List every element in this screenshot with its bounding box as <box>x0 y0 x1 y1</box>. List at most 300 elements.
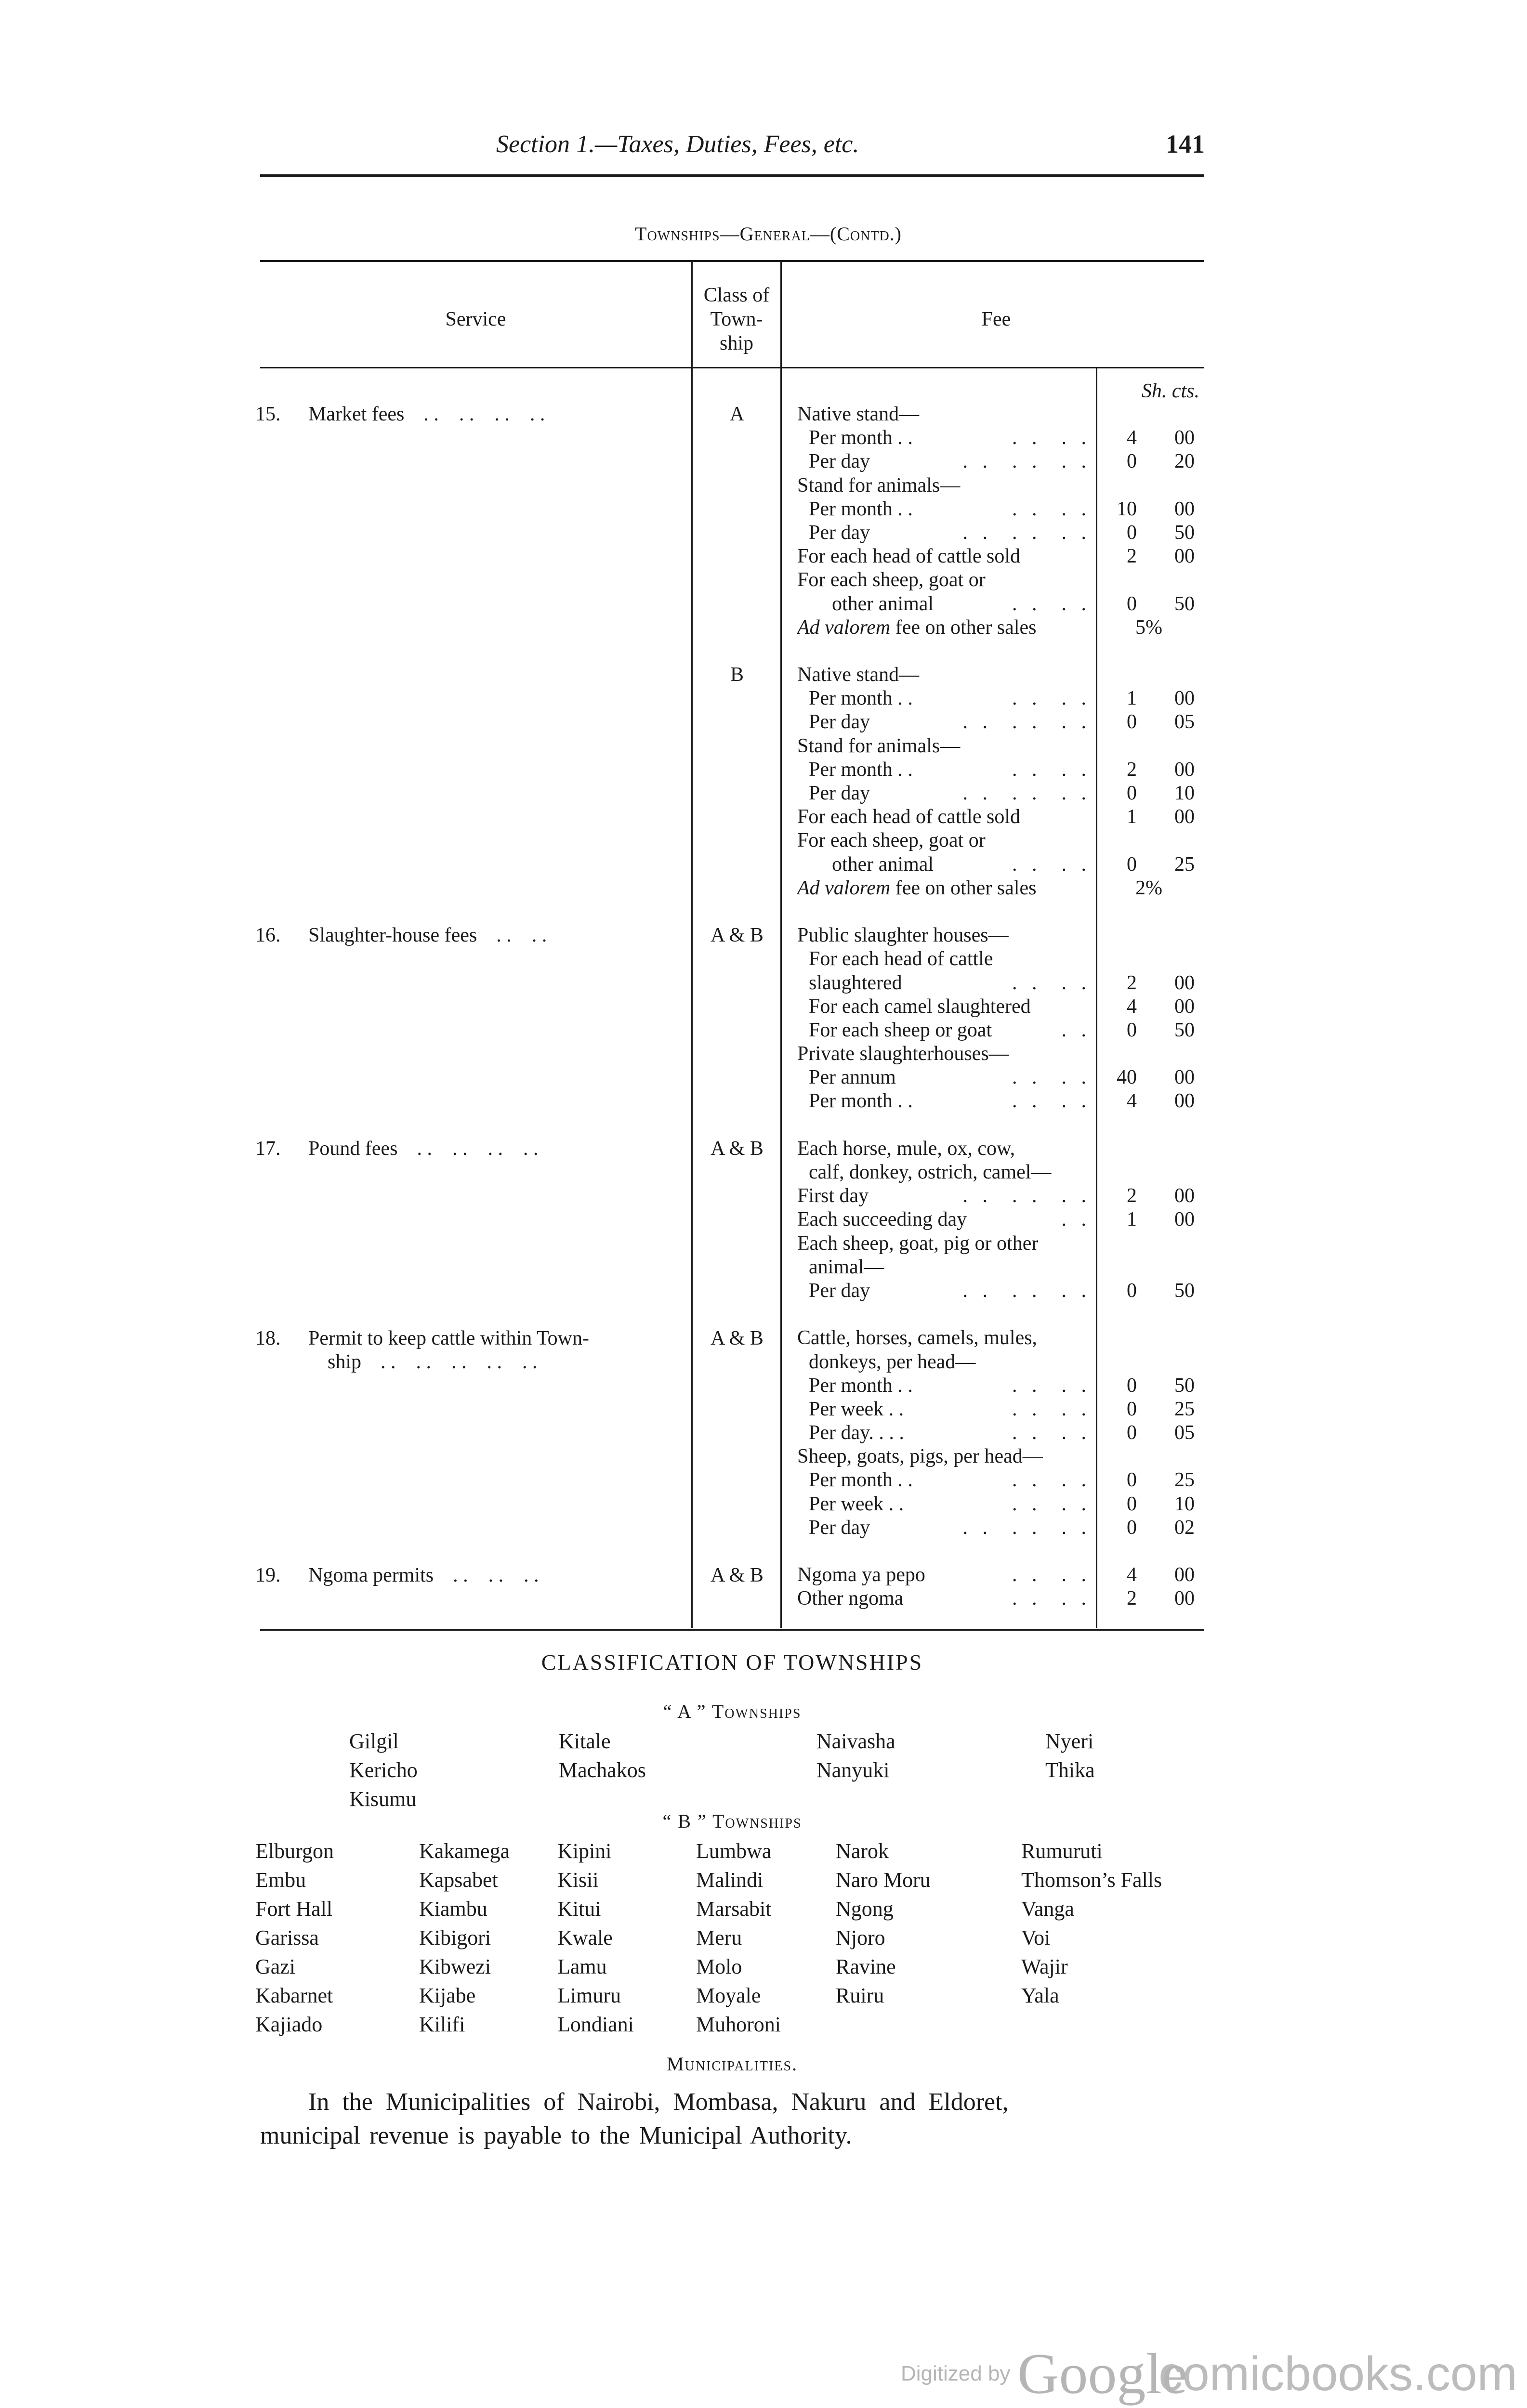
fee-leader-dots: . . . . <box>1012 1587 1091 1610</box>
fee-amount <box>1103 1350 1204 1374</box>
fee-leader-dots: . . . . <box>1012 687 1091 710</box>
service-number: 16. <box>255 924 281 947</box>
header-fee: Fee <box>981 308 1011 330</box>
fee-amount <box>1103 1421 1204 1445</box>
fee-leader-dots: . . . . <box>1012 592 1091 615</box>
fee-row <box>797 1563 1091 1587</box>
fee-cents: 00 <box>1174 1587 1195 1610</box>
fee-label: First day <box>797 1185 869 1207</box>
fee-cents: 50 <box>1174 592 1195 615</box>
fee-row <box>797 568 1091 592</box>
fee-row <box>797 1326 1091 1350</box>
a-township-name: Machakos <box>559 1758 646 1782</box>
b-township-name: Voi <box>1021 1926 1051 1950</box>
fee-amount <box>1103 900 1204 924</box>
service-item <box>255 403 689 426</box>
fee-row <box>797 829 1091 852</box>
fee-leader-dots: . . . . <box>1012 1564 1091 1586</box>
fee-shillings: 2 <box>1127 1587 1137 1610</box>
fee-label: Native stand— <box>797 664 920 686</box>
b-township-name: Londiani <box>557 2013 634 2036</box>
fee-percent: 5% <box>1135 616 1162 639</box>
fee-shillings <box>1103 924 1137 947</box>
fee-shillings: 2 <box>1127 971 1137 994</box>
fee-label <box>797 900 1091 924</box>
fee-row <box>797 1303 1091 1326</box>
page-number: 141 <box>1166 130 1205 158</box>
fee-label: Per month . . <box>809 1469 913 1492</box>
fee-cents <box>1137 1540 1195 1563</box>
fee-amount <box>1103 1587 1204 1610</box>
a-township-name: Nyeri <box>1045 1729 1094 1753</box>
fee-label: Stand for animals— <box>797 734 961 757</box>
fee-row <box>797 1042 1091 1066</box>
fee-label: other animal <box>832 592 934 615</box>
fee-amount <box>1103 947 1204 971</box>
fee-row <box>797 1398 1091 1421</box>
fee-amount <box>1103 592 1204 616</box>
fee-column <box>797 403 1091 1611</box>
watermark-site: comicbooks.com <box>1158 2346 1517 2401</box>
fee-cents: 10 <box>1174 1492 1195 1515</box>
fee-cents <box>1137 568 1195 592</box>
header-class-line: ship <box>719 332 753 354</box>
fee-shillings: 0 <box>1127 1374 1137 1397</box>
fee-shillings: 4 <box>1127 427 1137 449</box>
classification-title: CLASSIFICATION OF TOWNSHIPS <box>541 1650 923 1675</box>
fee-row <box>797 853 1091 877</box>
fee-amount <box>1103 1492 1204 1516</box>
fee-shillings: 0 <box>1127 1492 1137 1515</box>
fee-label: For each sheep, goat or <box>797 829 986 852</box>
b-township-name: Limuru <box>557 1984 621 2007</box>
fee-leader-dots: . . . . <box>1012 1469 1091 1492</box>
service-name: Ngoma permits <box>308 1564 434 1586</box>
table-title: Townships—General—(Contd.) <box>635 223 902 245</box>
fee-amount <box>1103 1540 1204 1563</box>
municipalities-title: Municipalities. <box>666 2053 798 2075</box>
fee-row <box>797 1374 1091 1398</box>
fee-amount <box>1103 1019 1204 1042</box>
fee-shillings <box>1103 1232 1137 1256</box>
fee-amount <box>1103 829 1204 852</box>
fee-cents: 50 <box>1174 1019 1195 1041</box>
b-township-name: Ruiru <box>836 1984 884 2007</box>
fee-leader-dots: . . <box>1061 1208 1091 1231</box>
fee-leader-dots: . . . . <box>1012 1066 1091 1089</box>
service-leader-dots: . . . . . . . . . . <box>381 1350 538 1373</box>
fee-shillings: 1 <box>1127 1208 1137 1231</box>
fee-row <box>797 1019 1091 1042</box>
b-township-name: Rumuruti <box>1021 1839 1103 1863</box>
fee-row <box>797 1232 1091 1256</box>
b-township-name: Kipini <box>557 1839 612 1863</box>
table-bottom-rule <box>260 1629 1204 1631</box>
fee-label: Per day <box>809 1516 870 1539</box>
fee-cents: 00 <box>1174 427 1195 449</box>
fee-cents: 25 <box>1174 1469 1195 1492</box>
fee-amount <box>1103 1161 1204 1184</box>
fee-shillings <box>1103 1350 1137 1374</box>
fee-cents: 00 <box>1174 806 1195 828</box>
a-township-name: Nanyuki <box>816 1758 890 1782</box>
b-township-name: Ngong <box>836 1897 894 1921</box>
b-township-name: Kibwezi <box>419 1955 491 1978</box>
column-divider-3 <box>1096 368 1097 1628</box>
a-townships-title: “ A ” Townships <box>663 1701 802 1722</box>
column-divider-1 <box>691 262 693 1628</box>
fee-shillings: 0 <box>1127 1279 1137 1302</box>
fee-row <box>797 403 1091 426</box>
fee-shillings <box>1103 474 1137 497</box>
township-class: A & B <box>711 1564 764 1586</box>
fee-cents <box>1137 640 1195 663</box>
fee-label: Per day <box>809 1279 870 1302</box>
municipalities-line-2: municipal revenue is payable to the Municipal Authority. <box>260 2122 852 2149</box>
fee-row <box>797 1161 1091 1184</box>
service-line <box>255 1350 689 1374</box>
fee-cents <box>1137 734 1195 758</box>
fee-row <box>797 805 1091 829</box>
fee-label: Per day <box>809 782 870 804</box>
fee-label: Private slaughterhouses— <box>797 1043 1009 1065</box>
table-header-rule <box>260 367 1204 368</box>
fee-leader-dots: . . . . . . <box>962 1185 1091 1207</box>
b-township-name: Kiambu <box>419 1897 487 1921</box>
service-name: Permit to keep cattle within Town- <box>308 1327 589 1349</box>
fee-cents: 05 <box>1174 1422 1195 1444</box>
b-township-name: Elburgon <box>255 1839 334 1863</box>
b-township-name: Kakamega <box>419 1839 510 1863</box>
amount-column <box>1103 403 1204 1611</box>
b-township-name: Wajir <box>1021 1955 1068 1978</box>
fee-cents <box>1137 474 1195 497</box>
b-township-name: Kapsabet <box>419 1868 498 1892</box>
fee-cents: 02 <box>1174 1516 1195 1539</box>
fee-label: Per week . . <box>809 1398 904 1420</box>
header-rule <box>260 174 1204 177</box>
service-item <box>255 924 689 947</box>
fee-shillings: 0 <box>1127 1398 1137 1420</box>
fee-amount <box>1103 568 1204 592</box>
fee-label: Cattle, horses, camels, mules, <box>797 1327 1038 1349</box>
fee-row <box>797 497 1091 521</box>
fee-label: For each sheep, goat or <box>797 569 986 591</box>
fee-label: Per month . . <box>809 1090 913 1112</box>
fee-row <box>797 1421 1091 1445</box>
header-class-line: Class of <box>703 284 770 306</box>
fee-label <box>797 1113 1091 1137</box>
b-township-name: Meru <box>696 1926 742 1950</box>
fee-cents <box>1137 663 1195 687</box>
b-township-name: Moyale <box>696 1984 761 2007</box>
b-township-name: Marsabit <box>696 1897 772 1921</box>
municipalities-line-1: In the Municipalities of Nairobi, Mombasa, Nakuru and Eldoret, <box>308 2088 1009 2116</box>
watermark-digitized: Digitized by <box>901 2362 1011 2385</box>
fee-leader-dots: . . . . . . <box>962 1516 1091 1539</box>
fee-leader-dots: . . . . <box>1012 427 1091 449</box>
fee-amount <box>1103 1042 1204 1066</box>
service-line <box>255 1564 689 1587</box>
service-line <box>255 403 689 426</box>
fee-label: Native stand— <box>797 403 920 425</box>
header-service: Service <box>445 308 506 330</box>
fee-amount <box>1103 1184 1204 1208</box>
fee-cents: 25 <box>1174 1398 1195 1420</box>
fee-shillings <box>1103 1256 1137 1279</box>
fee-shillings <box>1103 1137 1137 1161</box>
fee-row <box>797 687 1091 710</box>
township-class: A & B <box>711 924 764 947</box>
b-township-name: Fort Hall <box>255 1897 333 1921</box>
fee-amount <box>1103 1445 1204 1468</box>
b-township-name: Njoro <box>836 1926 885 1950</box>
service-item <box>255 1564 689 1587</box>
fee-label: calf, donkey, ostrich, camel— <box>809 1161 1052 1183</box>
fee-row <box>797 521 1091 545</box>
fee-label: For each camel slaughtered <box>809 995 1031 1018</box>
fee-amount <box>1103 450 1204 473</box>
fee-cents <box>1137 1326 1195 1350</box>
service-number: 15. <box>255 403 281 425</box>
fee-row <box>797 1256 1091 1279</box>
fee-cents <box>1137 900 1195 924</box>
a-township-name: Naivasha <box>816 1729 895 1753</box>
fee-shillings <box>1103 900 1137 924</box>
fee-label: Per week . . <box>809 1492 904 1515</box>
service-number: 19. <box>255 1564 281 1586</box>
fee-row <box>797 426 1091 450</box>
fee-label: Sheep, goats, pigs, per head— <box>797 1445 1043 1468</box>
b-township-name: Garissa <box>255 1926 319 1950</box>
fee-label <box>797 640 1091 663</box>
fee-shillings <box>1103 1042 1137 1066</box>
fee-cents: 00 <box>1174 1564 1195 1586</box>
watermark-brand: Google <box>1017 2342 1188 2406</box>
b-township-name: Embu <box>255 1868 306 1892</box>
fee-label <box>797 1540 1091 1563</box>
b-township-name: Narok <box>836 1839 889 1863</box>
fee-label: Stand for animals— <box>797 474 961 497</box>
fee-shillings: 0 <box>1127 592 1137 615</box>
fee-cents: 00 <box>1174 687 1195 710</box>
fee-label: Per day <box>809 521 870 544</box>
fee-label: Each horse, mule, ox, cow, <box>797 1137 1015 1160</box>
fee-label-italic: Ad valorem <box>797 877 891 899</box>
watermark <box>901 2341 1517 2407</box>
fee-row <box>797 971 1091 995</box>
fee-amount <box>1103 1137 1204 1161</box>
fee-row <box>797 1540 1091 1563</box>
fee-amount <box>1103 1089 1204 1113</box>
fee-row <box>797 640 1091 663</box>
fee-row <box>797 450 1091 473</box>
fee-amount <box>1103 1208 1204 1231</box>
fee-amount <box>1103 1398 1204 1421</box>
fee-shillings: 0 <box>1127 450 1137 473</box>
fee-label: Per month . . <box>809 497 913 520</box>
fee-leader-dots: . . . . <box>1012 1492 1091 1515</box>
fee-row <box>797 758 1091 782</box>
fee-row <box>797 1468 1091 1492</box>
fee-leader-dots: . . . . <box>1012 1398 1091 1420</box>
b-township-name: Lamu <box>557 1955 607 1978</box>
fee-label: Per month . . <box>809 1374 913 1397</box>
fee-cents <box>1137 1161 1195 1184</box>
fee-shillings <box>1103 1161 1137 1184</box>
fee-leader-dots: . . . . . . <box>962 711 1091 733</box>
b-township-name: Kwale <box>557 1926 613 1950</box>
fee-row <box>797 1113 1091 1137</box>
fee-shillings: 1 <box>1127 806 1137 828</box>
fee-amount <box>1103 616 1204 640</box>
fee-amount <box>1103 971 1204 995</box>
fee-cents: 00 <box>1174 1090 1195 1112</box>
fee-amount <box>1103 1374 1204 1398</box>
fee-amount <box>1103 710 1204 734</box>
township-class: A & B <box>711 1138 764 1160</box>
fee-cents <box>1137 1137 1195 1161</box>
fee-amount <box>1103 1516 1204 1540</box>
fee-label: Per day. . . . <box>809 1422 904 1444</box>
b-township-name: Naro Moru <box>836 1868 931 1892</box>
fee-shillings <box>1103 1326 1137 1350</box>
fee-cents <box>1137 1303 1195 1326</box>
service-item <box>255 1327 689 1374</box>
fee-shillings: 0 <box>1127 853 1137 876</box>
fee-cents <box>1137 924 1195 947</box>
b-township-name: Thomson’s Falls <box>1021 1868 1162 1892</box>
fee-cents: 10 <box>1174 782 1195 804</box>
fee-cents <box>1137 1445 1195 1468</box>
fee-label <box>797 1303 1091 1326</box>
fee-shillings: 0 <box>1127 1422 1137 1444</box>
fee-leader-dots: . . . . <box>1012 1422 1091 1444</box>
a-township-name: Thika <box>1045 1758 1095 1782</box>
fee-amount <box>1103 474 1204 497</box>
fee-row <box>797 1350 1091 1374</box>
service-leader-dots: . . . . . . . . <box>417 1138 539 1160</box>
fee-label: For each sheep or goat <box>809 1019 992 1041</box>
fee-leader-dots: . . . . . . <box>962 521 1091 544</box>
fee-row <box>797 592 1091 616</box>
b-township-name: Lumbwa <box>696 1839 772 1863</box>
fee-amount <box>1103 1113 1204 1137</box>
fee-amount <box>1103 782 1204 805</box>
fee-row <box>797 1066 1091 1089</box>
fee-row <box>797 474 1091 497</box>
fee-label: Public slaughter houses— <box>797 924 1009 947</box>
fee-row <box>797 924 1091 947</box>
fee-shillings <box>1103 663 1137 687</box>
fee-shillings: 0 <box>1127 1469 1137 1492</box>
a-township-name: Kitale <box>559 1729 611 1753</box>
fee-label: Each succeeding day <box>797 1208 967 1231</box>
fee-row <box>797 995 1091 1019</box>
fee-cents: 00 <box>1174 1208 1195 1231</box>
fee-row <box>797 900 1091 924</box>
fee-amount <box>1103 521 1204 545</box>
fee-amount <box>1103 1279 1204 1303</box>
fee-percent: 2% <box>1135 877 1162 899</box>
fee-amount <box>1103 1326 1204 1350</box>
fee-shillings: 40 <box>1117 1066 1137 1089</box>
b-township-name: Kilifi <box>419 2013 465 2036</box>
fee-label: Per day <box>809 450 870 473</box>
fee-cents: 00 <box>1174 995 1195 1018</box>
fee-row <box>797 1208 1091 1231</box>
fee-label: Per month . . <box>809 687 913 710</box>
fee-shillings: 0 <box>1127 1019 1137 1041</box>
fee-amount <box>1103 877 1204 900</box>
fee-shillings: 10 <box>1117 497 1137 520</box>
b-township-name: Molo <box>696 1955 742 1978</box>
fee-label: For each head of cattle <box>809 948 993 970</box>
fee-row <box>797 1279 1091 1303</box>
fee-label: Ngoma ya pepo <box>797 1564 925 1586</box>
fee-cents: 00 <box>1174 758 1195 781</box>
fee-shillings <box>1103 1303 1137 1326</box>
b-townships-title: “ B ” Townships <box>662 1810 802 1832</box>
column-divider-2 <box>780 262 782 1628</box>
fee-label: For each head of cattle sold <box>797 545 1020 568</box>
fee-leader-dots: . . . . <box>1012 853 1091 876</box>
township-class: B <box>730 664 744 686</box>
fee-shillings: 2 <box>1127 758 1137 781</box>
b-township-name: Yala <box>1021 1984 1059 2007</box>
fee-cents <box>1137 947 1195 971</box>
fee-label <box>797 877 1091 900</box>
fee-row <box>797 1492 1091 1516</box>
fee-shillings <box>1103 1540 1137 1563</box>
fee-cents: 25 <box>1174 853 1195 876</box>
fee-shillings <box>1103 568 1137 592</box>
fee-cents <box>1137 1042 1195 1066</box>
fee-row <box>797 545 1091 568</box>
service-line <box>255 1327 689 1350</box>
fee-cents <box>1137 1256 1195 1279</box>
fee-label-italic: Ad valorem <box>797 616 891 639</box>
b-township-name: Malindi <box>696 1868 764 1892</box>
township-class: A & B <box>711 1327 764 1349</box>
fee-cents: 50 <box>1174 1279 1195 1302</box>
header-class <box>693 283 780 355</box>
fee-shillings <box>1103 403 1137 426</box>
fee-shillings: 0 <box>1127 782 1137 804</box>
fee-amount <box>1103 734 1204 758</box>
fee-amount <box>1103 805 1204 829</box>
fee-label: slaughtered <box>809 971 902 994</box>
fee-cents: 50 <box>1174 521 1195 544</box>
fee-leader-dots: . . . . <box>1012 1374 1091 1397</box>
fee-shillings: 2 <box>1127 545 1137 568</box>
service-leader-dots: . . . . <box>496 924 547 947</box>
fee-leader-dots: . . <box>1061 1019 1091 1041</box>
service-item <box>255 1137 689 1161</box>
fee-row <box>797 1137 1091 1161</box>
fee-cents <box>1137 403 1195 426</box>
fee-row <box>797 734 1091 758</box>
fee-leader-dots: . . . . <box>1012 971 1091 994</box>
fee-leader-dots: . . . . . . <box>962 450 1091 473</box>
fee-label: other animal <box>832 853 934 876</box>
fee-cents <box>1137 829 1195 852</box>
fee-amount <box>1103 758 1204 782</box>
fee-amount <box>1103 1468 1204 1492</box>
service-leader-dots: . . . . . . <box>453 1564 539 1586</box>
b-township-name: Kajiado <box>255 2013 323 2036</box>
fee-shillings <box>1103 640 1137 663</box>
